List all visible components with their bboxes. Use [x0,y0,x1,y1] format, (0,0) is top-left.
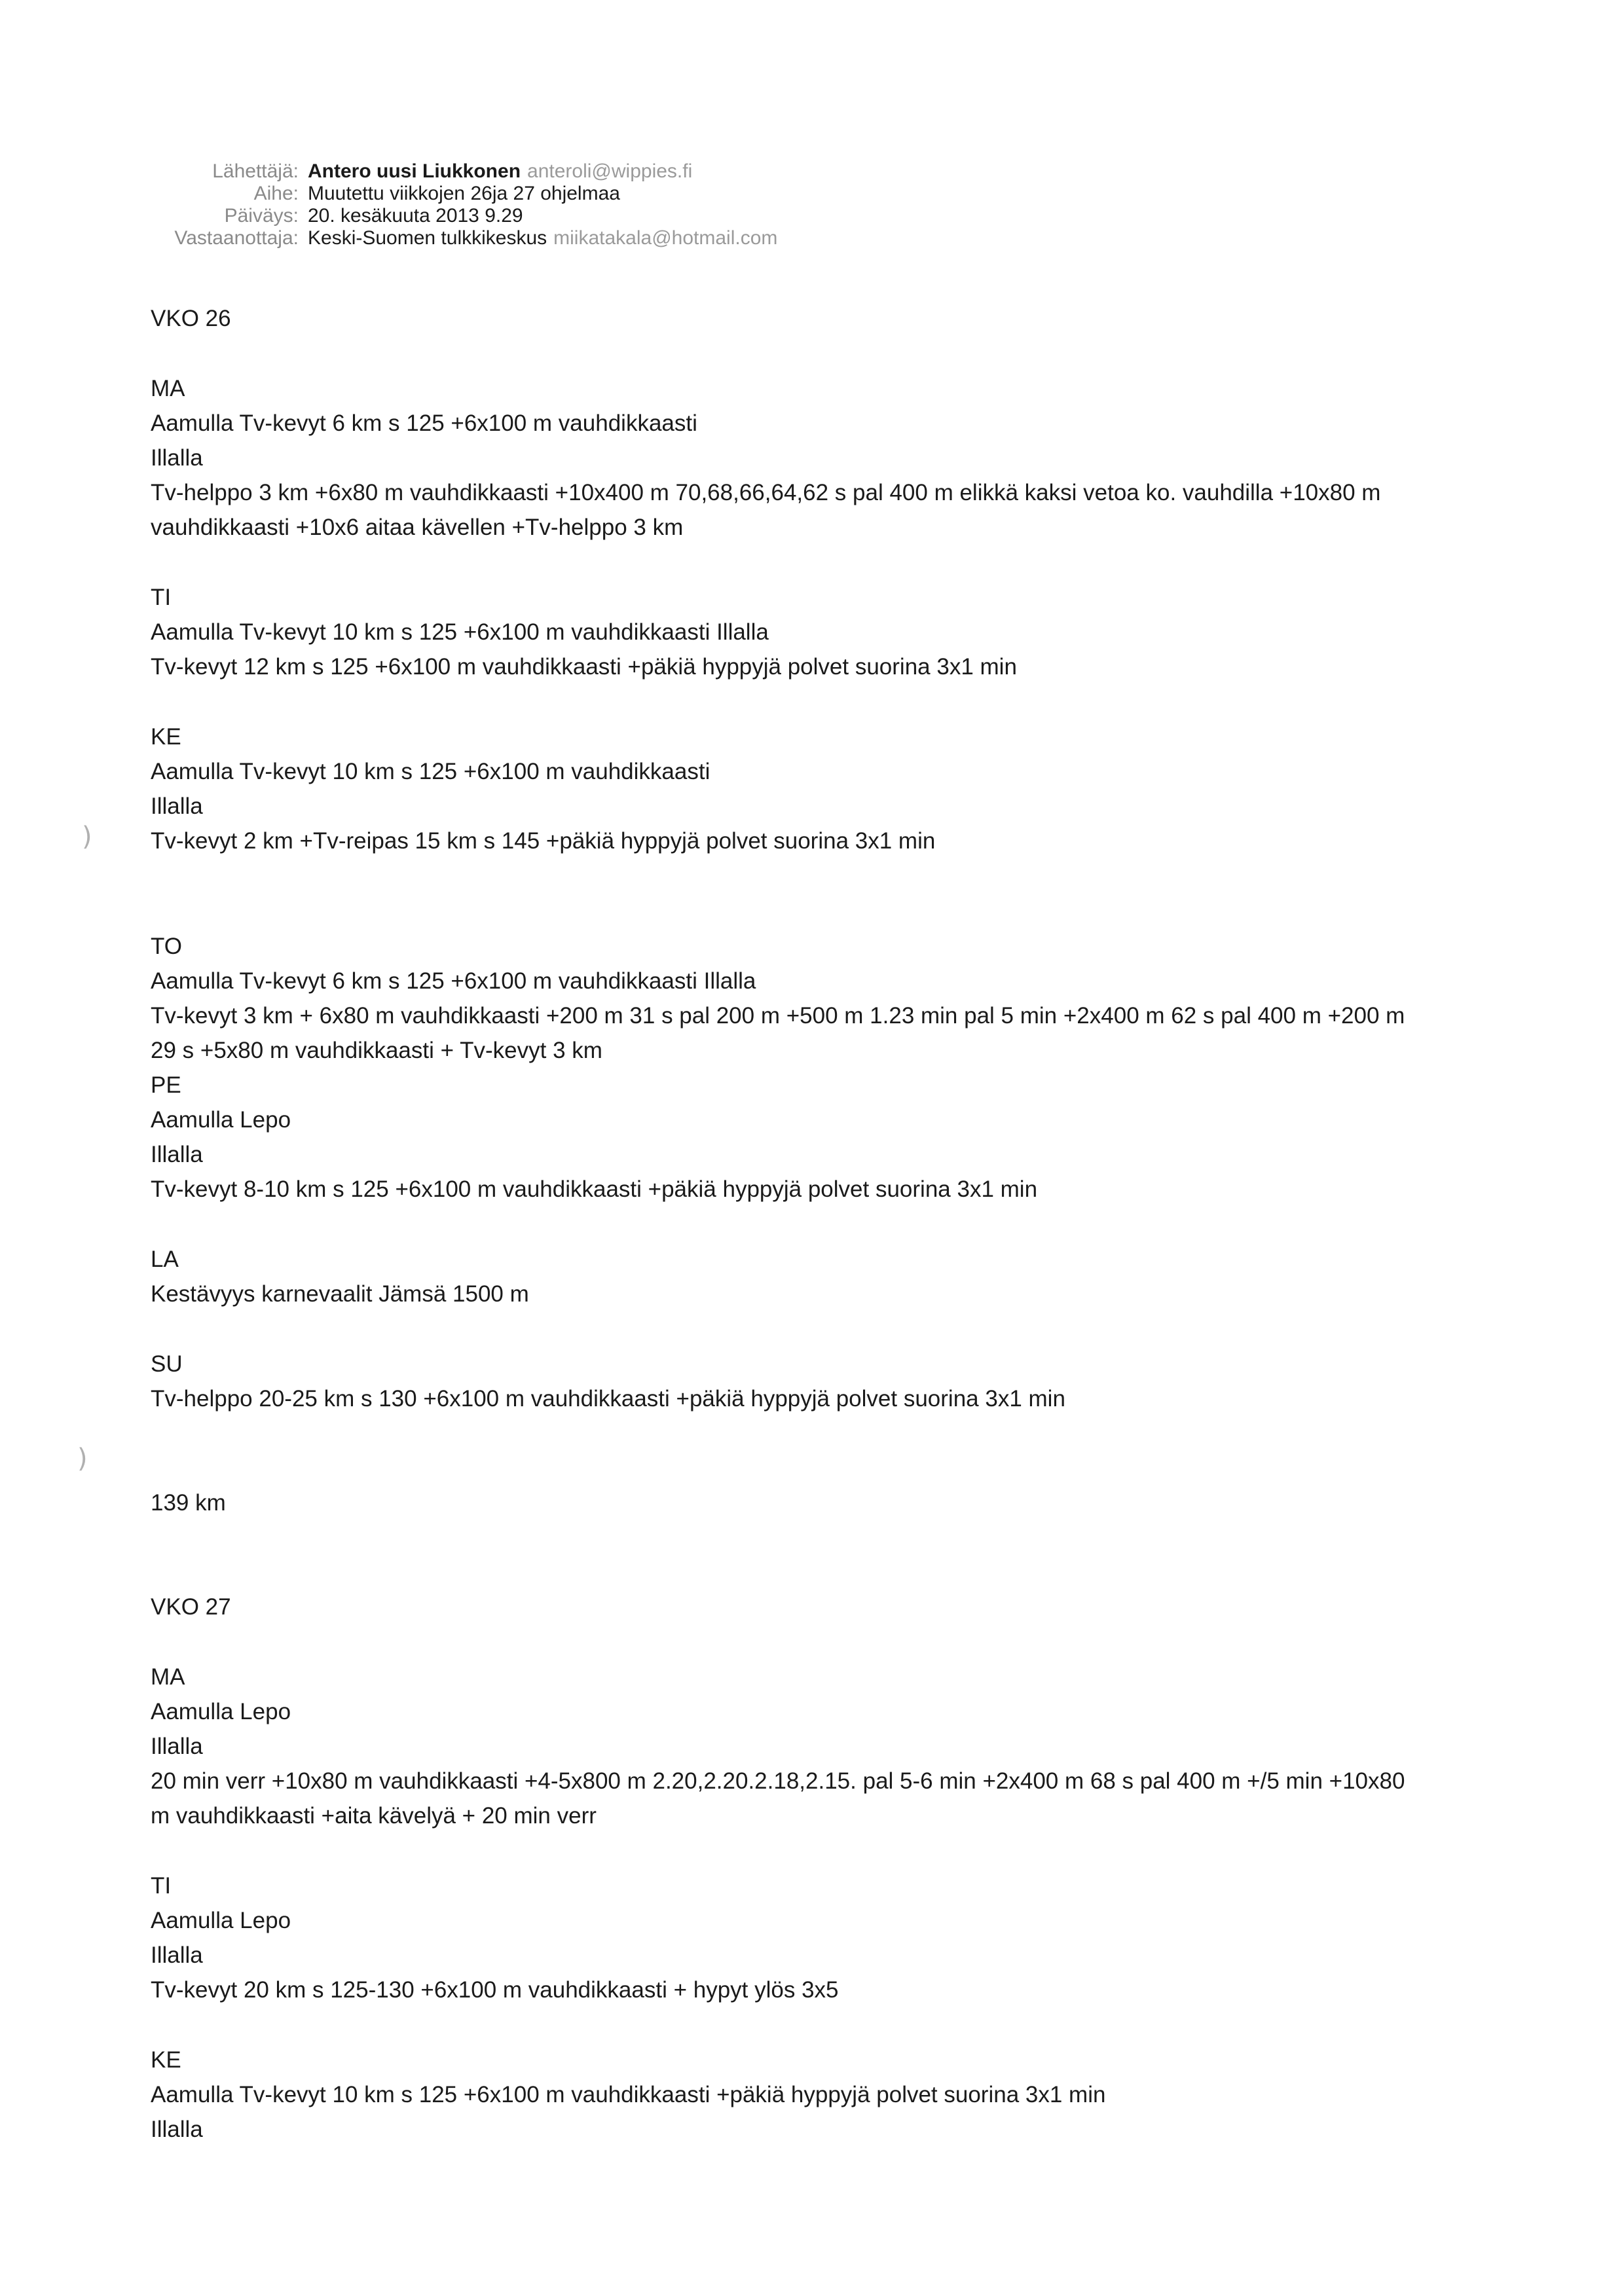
plan-line: Aamulla Tv-kevyt 6 km s 125 +6x100 m vauhdikkaasti [151,410,697,436]
plan-line: Aamulla Lepo [151,1699,291,1724]
scan-bracket-mark: ) [82,822,92,852]
subject-value: Muutettu viikkojen 26ja 27 ohjelmaa [308,183,620,204]
plan-line: Tv-kevyt 2 km +Tv-reipas 15 km s 145 +päkiä hyppyjä polvet suorina 3x1 min [151,828,936,854]
plan-line: Tv-helppo 3 km +6x80 m vauhdikkaasti +10x400 m 70,68,66,64,62 s pal 400 m elikkä kaksi vetoa ko. vauhdilla +10x80 m [151,480,1381,505]
week26-total-distance: 139 km [151,1490,226,1516]
day-label: KE [151,2047,181,2073]
week26-day-su [151,1347,1493,1416]
week27-day-ke [151,2043,1493,2147]
header-from-row [0,160,1624,183]
subject-label: Aihe: [253,183,299,204]
to-value [308,227,777,249]
week26-day-la [151,1242,1493,1311]
week26-day-ke [151,720,1493,858]
plan-line: Aamulla Tv-kevyt 10 km s 125 +6x100 m vauhdikkaasti +päkiä hyppyjä polvet suorina 3x1 min [151,2082,1106,2107]
date-value: 20. kesäkuuta 2013 9.29 [308,205,523,227]
email-body [151,301,1493,2147]
email-header [0,160,1624,249]
plan-line: Illalla [151,793,203,819]
plan-line: 29 s +5x80 m vauhdikkaasti + Tv-kevyt 3 km [151,1038,602,1063]
day-label: TI [151,585,172,610]
header-to-row [0,227,1624,249]
to-label: Vastaanottaja: [174,227,299,249]
week-27-title: VKO 27 [151,1594,231,1620]
from-value [308,160,692,183]
plan-line: Illalla [151,1142,203,1167]
plan-line: Tv-kevyt 20 km s 125-130 +6x100 m vauhdikkaasti + hypyt ylös 3x5 [151,1977,839,2003]
sender-email: anteroli@wippies.fi [527,160,693,182]
plan-line: m vauhdikkaasti +aita kävelyä + 20 min verr [151,1803,597,1829]
week-26-title: VKO 26 [151,306,231,331]
week27-day-ti [151,1868,1493,2007]
day-label: TO [151,934,182,959]
header-subject-row [0,183,1624,205]
day-label: TI [151,1873,172,1899]
plan-line: Aamulla Tv-kevyt 10 km s 125 +6x100 m vauhdikkaasti Illalla [151,619,769,645]
from-label: Lähettäjä: [212,160,299,182]
day-label: LA [151,1247,179,1272]
day-label: KE [151,724,181,750]
plan-line: Illalla [151,445,203,471]
plan-line: Aamulla Lepo [151,1908,291,1933]
plan-line: Tv-helppo 20-25 km s 130 +6x100 m vauhdikkaasti +päkiä hyppyjä polvet suorina 3x1 min [151,1386,1065,1412]
plan-line: Aamulla Lepo [151,1107,291,1133]
plan-line: Tv-kevyt 8-10 km s 125 +6x100 m vauhdikkaasti +päkiä hyppyjä polvet suorina 3x1 min [151,1176,1038,1202]
plan-line: Illalla [151,1734,203,1759]
plan-line: Aamulla Tv-kevyt 10 km s 125 +6x100 m vauhdikkaasti [151,759,710,784]
plan-line: Kestävyys karnevaalit Jämsä 1500 m [151,1281,529,1307]
day-label: PE [151,1072,181,1098]
plan-line: Tv-kevyt 3 km + 6x80 m vauhdikkaasti +200 m 31 s pal 200 m +500 m 1.23 min pal 5 min +2x400 m 62 s pal 400 m +200 m [151,1003,1405,1029]
day-label: SU [151,1351,183,1377]
day-label: MA [151,376,185,401]
recipient-email: miikatakala@hotmail.com [553,227,778,249]
recipient-name: Keski-Suomen tulkkikeskus [308,227,547,249]
header-date-row [0,205,1624,227]
plan-line: Tv-kevyt 12 km s 125 +6x100 m vauhdikkaasti +päkiä hyppyjä polvet suorina 3x1 min [151,654,1017,680]
sender-name: Antero uusi Liukkonen [308,160,521,182]
week27-day-ma [151,1660,1493,1833]
week26-day-ti [151,580,1493,684]
date-label: Päiväys: [224,205,299,227]
plan-line: 20 min verr +10x80 m vauhdikkaasti +4-5x800 m 2.20,2.20.2.18,2.15. pal 5-6 min +2x400 m 68 s pal 400 m +/5 min +10x80 [151,1768,1405,1794]
day-label: MA [151,1664,185,1690]
plan-line: Illalla [151,2117,203,2142]
week26-day-to [151,929,1493,1068]
plan-line: Illalla [151,1942,203,1968]
plan-line: Aamulla Tv-kevyt 6 km s 125 +6x100 m vauhdikkaasti Illalla [151,968,756,994]
scan-bracket-mark: ) [77,1444,88,1474]
week26-day-pe [151,1068,1493,1207]
plan-line: vauhdikkaasti +10x6 aitaa kävellen +Tv-helppo 3 km [151,515,684,540]
week26-day-ma [151,371,1493,545]
